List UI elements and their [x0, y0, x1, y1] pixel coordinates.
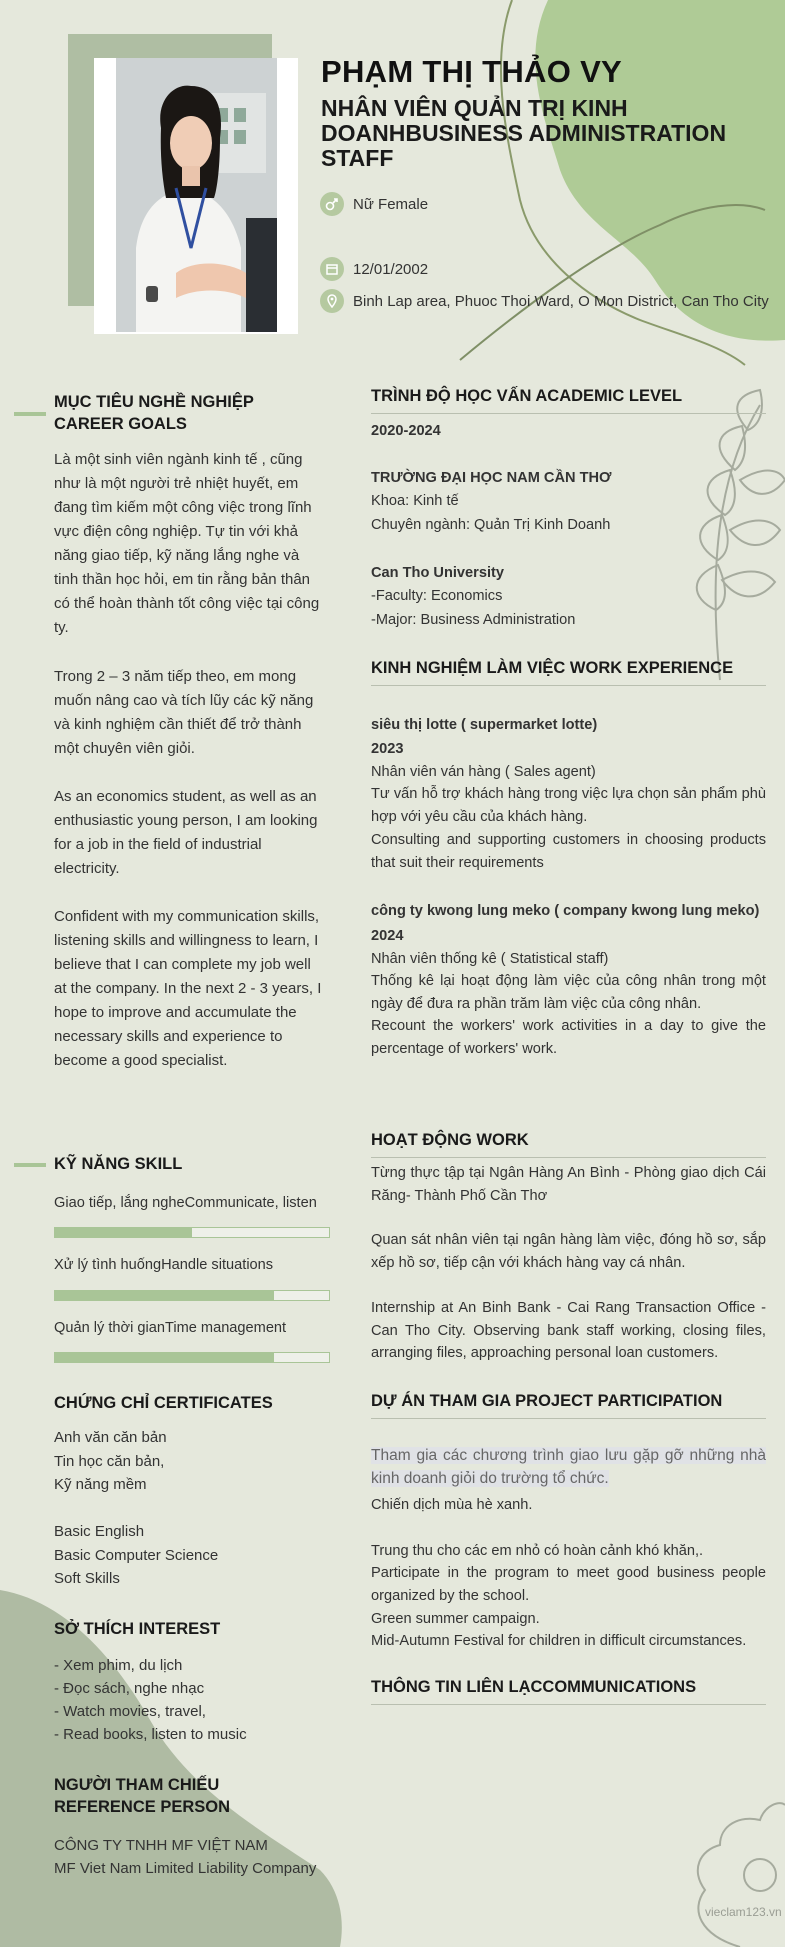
- certificate-spacer: [54, 1497, 325, 1521]
- birthday-text: 12/01/2002: [353, 260, 429, 278]
- job-description-vi: Tư vấn hỗ trợ khách hàng trong việc lựa chọn sản phẩm phù hợp với yêu cầu của khách hàng.: [371, 786, 766, 825]
- education-period: 2020-2024: [371, 423, 441, 439]
- school-name-vi: TRƯỜNG ĐẠI HỌC NAM CẦN THƠ: [371, 470, 612, 486]
- projects-highlight-text: Tham gia các chương trình giao lưu gặp gỡ những nhà kinh doanh giỏi do trường tổ chức.: [371, 1447, 766, 1487]
- skill-bar: [54, 1227, 330, 1238]
- reference-title: [54, 1774, 230, 1818]
- project-item: Participate in the program to meet good business people organized by the school.: [371, 1565, 766, 1604]
- project-item: Trung thu cho các em nhỏ có hoàn cảnh khó khăn,.: [371, 1543, 704, 1559]
- certificates-title: CHỨNG CHỈ CERTIFICATES: [54, 1394, 273, 1412]
- project-item: Chiến dịch mùa hè xanh.: [371, 1497, 533, 1513]
- project-item: Green summer campaign.: [371, 1611, 540, 1627]
- skills-title: KỸ NĂNG SKILL: [54, 1155, 183, 1173]
- skill-bar: [54, 1352, 330, 1363]
- address-row: [320, 287, 769, 315]
- job-position: Nhân viên ván hàng ( Sales agent): [371, 764, 596, 780]
- reference-title-vi: NGƯỜI THAM CHIẾU: [54, 1776, 220, 1794]
- career-goals-paragraph: As an economics student, as well as an enthusiastic young person, I am looking for a job in the field of industrial electricity.: [54, 788, 318, 877]
- birthday-row: [320, 255, 428, 283]
- reference-title-en: REFERENCE PERSON: [54, 1798, 231, 1816]
- job-title: NHÂN VIÊN QUẢN TRỊ KINH DOANHBUSINESS ADMINISTRATION STAFF: [321, 95, 727, 171]
- career-goals-paragraph: Confident with my communication skills, listening skills and willingness to learn, I believe that I can complete my job well at the company. In the next 2 - 3 years, I hope to improve and accumulate the necessary skills and experience to become a good specialist.: [54, 908, 322, 1069]
- certificate-item: Basic Computer Science: [54, 1546, 219, 1564]
- skill-label: Xử lý tình huốngHandle situations: [54, 1257, 274, 1273]
- skill-label: Giao tiếp, lắng ngheCommunicate, listen: [54, 1195, 317, 1211]
- faculty-vi: Khoa: Kinh tế: [371, 493, 459, 509]
- gender-text: Nữ Female: [353, 195, 429, 213]
- skill-bar-fill: [55, 1291, 274, 1300]
- job-company: siêu thị lotte ( supermarket lotte): [371, 717, 598, 733]
- job-year: 2024: [371, 928, 404, 944]
- job-position: Nhân viên thống kê ( Statistical staff): [371, 951, 609, 967]
- certificate-item: Basic English: [54, 1523, 145, 1540]
- reference-company-en: MF Viet Nam Limited Liability Company: [54, 1859, 317, 1877]
- career-goals-paragraph: Trong 2 – 3 năm tiếp theo, em mong muốn nâng cao và tích lũy các kỹ năng và kinh nghiệm cần thiết để trở thành một chuyên viên giỏi.: [54, 668, 314, 757]
- certificate-item: Soft Skills: [54, 1570, 120, 1587]
- contact-divider: [371, 1704, 766, 1705]
- job-company: công ty kwong lung meko ( company kwong lung meko): [371, 903, 760, 919]
- education-title: TRÌNH ĐỘ HỌC VẤN ACADEMIC LEVEL: [371, 387, 683, 405]
- interests-title: SỞ THÍCH INTEREST: [54, 1620, 221, 1638]
- skill-bar: [54, 1290, 330, 1301]
- address-text: Binh Lap area, Phuoc Thoi Ward, O Mon District, Can Tho City: [353, 292, 769, 310]
- career-goals-title: [54, 391, 254, 435]
- activities-paragraph: Internship at An Binh Bank - Cai Rang Transaction Office - Can Tho City. Observing bank staff working, closing files, arranging files, approaching personal loan customers.: [371, 1300, 766, 1361]
- skill-bar-fill: [55, 1228, 192, 1237]
- interests-list: [54, 1654, 325, 1746]
- major-vi: Chuyên ngành: Quản Trị Kinh Doanh: [371, 517, 611, 533]
- projects-divider: [371, 1418, 766, 1419]
- career-goals-paragraph: Là một sinh viên ngành kinh tế , cũng như là một người trẻ nhiệt huyết, em đang tìm kiếm một công việc trong lĩnh vực điện công nghiệp. Tự tin với khả năng giao tiếp, kỹ năng lắng nghe và tinh thần học hỏi, em tin rằng bản thân có thể hoàn thành tốt công việc tại công ty.: [54, 451, 320, 636]
- candidate-name: PHẠM THỊ THẢO VY: [321, 54, 623, 89]
- career-goals-title-en: CAREER GOALS: [54, 415, 187, 433]
- certificate-item: Tin học căn bản,: [54, 1452, 165, 1470]
- job-description-vi: Thống kê lại hoạt động làm việc của công nhân trong một ngày để đưa ra phần trăm làm việc của công nhân.: [371, 973, 766, 1012]
- profile-photo: [116, 58, 277, 332]
- job-year: 2023: [371, 741, 404, 757]
- reference-details: [54, 1835, 354, 1880]
- activities-divider: [371, 1157, 766, 1158]
- location-pin-icon: [320, 289, 344, 313]
- certificates-list: [54, 1426, 325, 1591]
- career-goals-title-vi: MỤC TIÊU NGHỀ NGHIỆP: [54, 393, 254, 411]
- activities-paragraph: Từng thực tập tại Ngân Hàng An Bình - Phòng giao dịch Cái Răng- Thành Phố Cần Thơ: [371, 1165, 766, 1204]
- major-en: -Major: Business Administration: [371, 612, 576, 628]
- job-description-en: Consulting and supporting customers in choosing products that suit their requirements: [371, 832, 766, 871]
- activities-title: HOẠT ĐỘNG WORK: [371, 1131, 529, 1149]
- projects-highlight: [371, 1445, 766, 1490]
- activities-paragraph: Quan sát nhân viên tại ngân hàng làm việc, đóng hồ sơ, sắp xếp hồ sơ, tiếp cận với khách hàng vay cá nhân.: [371, 1232, 766, 1271]
- interest-item: - Read books, listen to music: [54, 1726, 247, 1743]
- certificate-item: Anh văn căn bản: [54, 1429, 167, 1446]
- school-name-en: Can Tho University: [371, 565, 504, 581]
- gender-row: [320, 190, 428, 218]
- faculty-en: -Faculty: Economics: [371, 588, 503, 604]
- certificate-item: Kỹ năng mềm: [54, 1476, 147, 1493]
- contact-title: THÔNG TIN LIÊN LẠCCOMMUNICATIONS: [371, 1678, 697, 1696]
- gender-icon: [320, 192, 344, 216]
- reference-company-vi: CÔNG TY TNHH MF VIỆT NAM: [54, 1837, 268, 1854]
- job-description-en: Recount the workers' work activities in a day to give the percentage of workers' work.: [371, 1018, 766, 1057]
- interest-item: - Đọc sách, nghe nhạc: [54, 1680, 205, 1697]
- experience-divider: [371, 685, 766, 686]
- calendar-icon: [320, 257, 344, 281]
- skill-bar-fill: [55, 1353, 274, 1362]
- watermark: vieclam123.vn: [705, 1905, 782, 1919]
- career-goals-marker: [14, 412, 46, 416]
- experience-title: KINH NGHIỆM LÀM VIỆC WORK EXPERIENCE: [371, 659, 734, 677]
- projects-title: DỰ ÁN THAM GIA PROJECT PARTICIPATION: [371, 1392, 723, 1410]
- education-divider: [371, 413, 766, 414]
- skills-marker: [14, 1163, 46, 1167]
- project-item: Mid-Autumn Festival for children in difficult circumstances.: [371, 1633, 747, 1649]
- interest-item: - Xem phim, du lịch: [54, 1657, 183, 1674]
- skill-label: Quản lý thời gianTime management: [54, 1320, 287, 1336]
- interest-item: - Watch movies, travel,: [54, 1703, 206, 1720]
